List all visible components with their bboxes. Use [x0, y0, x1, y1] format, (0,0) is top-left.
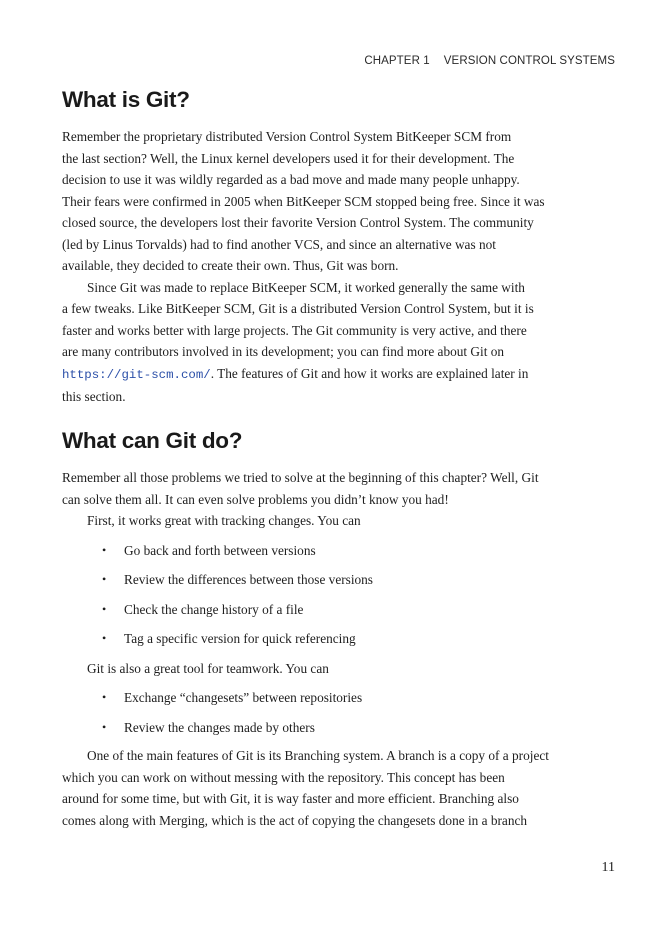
section-heading-what-is-git: What is Git? [62, 87, 190, 112]
text-after-link: . The features of Git and how it works are explained later in [210, 365, 529, 381]
text-line: closed source, the developers lost their favorite Version Control System. The community [62, 215, 534, 230]
git-scm-link[interactable]: https://git-scm.com/ [62, 367, 211, 382]
chapter-label: CHAPTER 1 [364, 55, 430, 67]
running-header [364, 55, 615, 67]
tracking-list [62, 536, 615, 654]
text-line: Their fears were confirmed in 2005 when BitKeeper SCM stopped being free. Since it was [62, 193, 545, 209]
tracking-intro: First, it works great with tracking changes. You can [87, 513, 361, 528]
section-heading-what-can-git-do: What can Git do? [62, 428, 243, 453]
list-item-text: Go back and forth between versions [124, 542, 316, 558]
section-what-can-git-do-body [62, 467, 615, 831]
bullet-icon: • [102, 719, 107, 734]
teamwork-intro: Git is also a great tool for teamwork. You can [87, 660, 329, 676]
book-page [62, 0, 615, 930]
list-item [62, 595, 615, 625]
text-line: can solve them all. It can even solve problems you didn’t know you had! [62, 491, 449, 507]
paragraph-features [62, 277, 615, 408]
text-line: Since Git was made to replace BitKeeper SCM, it worked generally the same with [87, 279, 525, 295]
text-line: a few tweaks. Like BitKeeper SCM, Git is a distributed Version Control System, but it is [62, 301, 534, 316]
text-line: (led by Linus Torvalds) had to find another VCS, and since an alternative was not [62, 236, 496, 252]
list-item-text: Tag a specific version for quick referencing [124, 631, 356, 646]
bullet-icon: • [102, 572, 107, 586]
list-item [62, 536, 615, 566]
list-item [62, 683, 615, 713]
paragraph-history [62, 126, 615, 277]
list-item [62, 713, 615, 743]
page-number: 11 [601, 860, 615, 875]
text-line-with-link [62, 363, 615, 387]
bullet-icon: • [102, 542, 107, 557]
list-item-text: Check the change history of a file [124, 601, 304, 617]
text-line: available, they decided to create their own. Thus, Git was born. [62, 258, 399, 273]
list-item-text: Review the differences between those versions [124, 572, 373, 587]
bullet-icon: • [102, 690, 107, 704]
text-line: faster and works better with large projects. The Git community is very active, and there [62, 322, 527, 338]
list-item-text: Review the changes made by others [124, 719, 315, 735]
text-line: Remember the proprietary distributed Version Control System BitKeeper SCM from [62, 129, 512, 144]
text-line: are many contributors involved in its development; you can find more about Git on [62, 344, 505, 359]
teamwork-list [62, 683, 615, 742]
list-item-text: Exchange “changesets” between repositories [124, 690, 363, 705]
chapter-title: VERSION CONTROL SYSTEMS [443, 55, 615, 67]
text-line: the last section? Well, the Linux kernel developers used it for their development. The [62, 150, 515, 166]
bullet-icon: • [102, 601, 107, 616]
text-line: decision to use it was wildly regarded as a bad move and made many people unhappy. [62, 172, 520, 187]
text-line: which you can work on without messing with the repository. This concept has been [62, 769, 505, 785]
text-line: comes along with Merging, which is the act of copying the changesets done in a branch [62, 812, 528, 828]
list-item [62, 624, 615, 654]
paragraph-branching [62, 745, 615, 831]
text-line: this section. [62, 389, 126, 404]
list-item [62, 565, 615, 595]
text-line: One of the main features of Git is its Branching system. A branch is a copy of a project [87, 748, 549, 763]
text-line: around for some time, but with Git, it is way faster and more efficient. Branching also [62, 791, 519, 806]
text-line: Remember all those problems we tried to solve at the beginning of this chapter? Well, Git [62, 470, 539, 485]
bullet-icon: • [102, 631, 107, 645]
paragraph-intro [62, 467, 615, 510]
section-what-is-git-body [62, 126, 615, 408]
